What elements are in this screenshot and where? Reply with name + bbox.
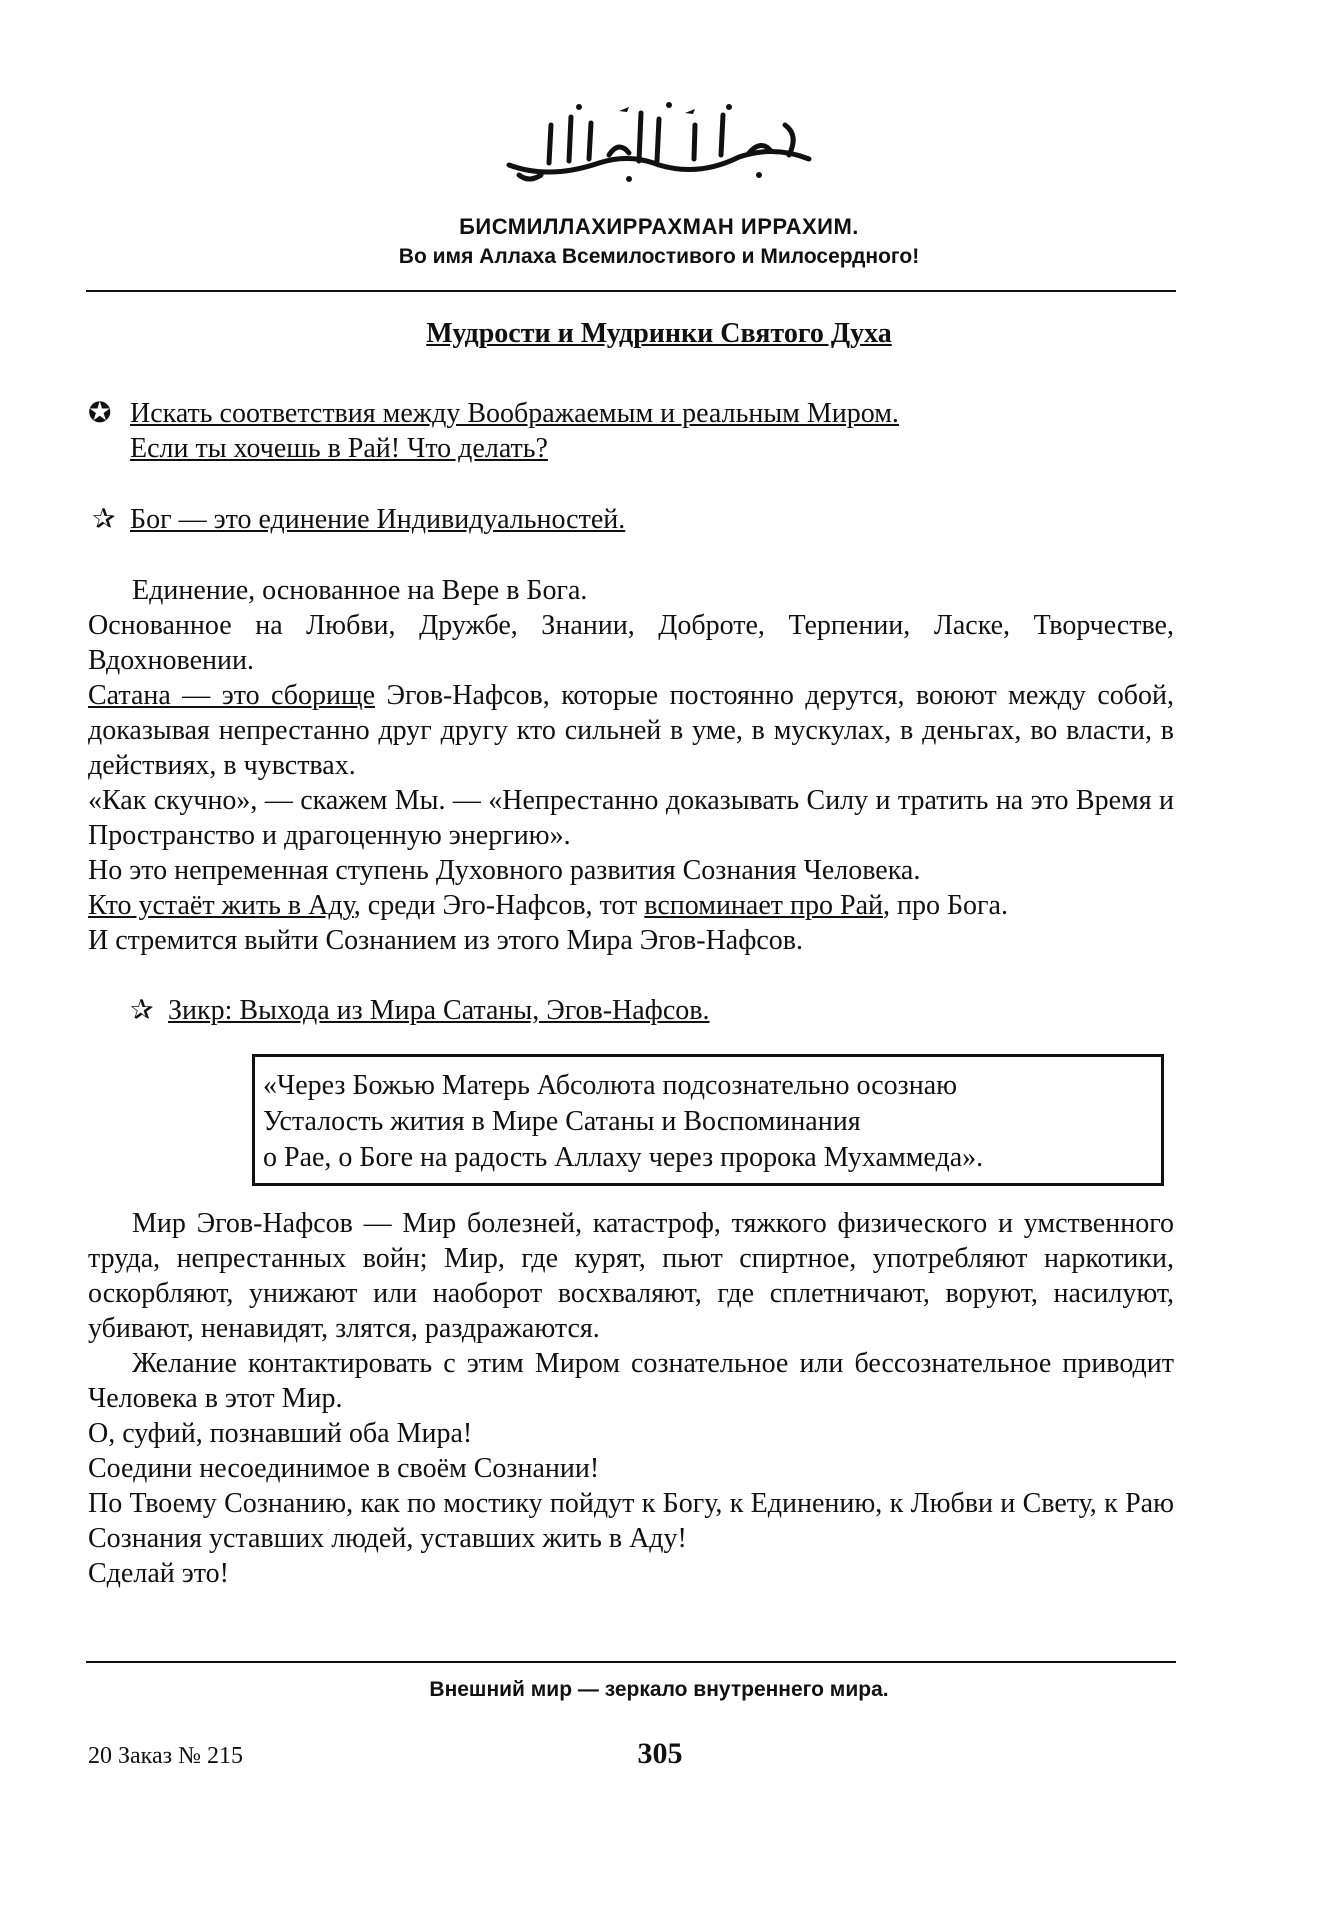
strive-line: И стремится выйти Сознанием из этого Мира Эгов-Нафсов. xyxy=(88,925,804,956)
footer-motto: Внешний мир — зеркало внутреннего мира. xyxy=(429,1678,889,1701)
satan-underlined: Сатана — это сборище xyxy=(88,680,376,711)
page-number: 305 xyxy=(637,1737,683,1770)
boring-paragraph: «Как скучно», — скажем Мы. — «Непрестанно доказывать Силу и тратить на это Время и Пространство и драгоценную энергию». xyxy=(88,785,1174,851)
unity-line: Единение, основанное на Вере в Бога. xyxy=(132,575,588,606)
tired-line xyxy=(88,888,1174,923)
star-bullet-icon: ✪ xyxy=(88,398,112,429)
star-bullet-icon: ✰ xyxy=(92,504,116,535)
section2-line: Бог — это единение Индивидуальностей. xyxy=(130,504,626,535)
section3-text xyxy=(168,993,1168,1028)
zikr-line1: «Через Божью Матерь Абсолюта подсознательно осознаю xyxy=(263,1070,958,1101)
section1-text xyxy=(130,396,1170,466)
top-divider xyxy=(86,290,1176,292)
section2-text xyxy=(130,502,1170,537)
zikr-box xyxy=(252,1054,1164,1186)
desire-paragraph: Желание контактировать с этим Миром сознательное или бессознательное приводит Человека в этот Мир. xyxy=(88,1348,1174,1414)
zikr-heading: Зикр: Выхода из Мира Сатаны, Эгов-Нафсов. xyxy=(168,995,710,1026)
step-line: Но это непременная ступень Духовного развития Сознания Человека. xyxy=(88,855,921,886)
section1-line2: Если ты хочешь в Рай! Что делать? xyxy=(130,433,548,464)
tired-end: , про Бога. xyxy=(882,890,1008,921)
page-heading: Мудрости и Мудринки Святого Духа xyxy=(426,318,892,349)
zikr-line2: Усталость жития в Мире Сатаны и Воспоминания xyxy=(263,1106,861,1137)
bismillah-subtitle: Во имя Аллаха Всемилостивого и Милосердного! xyxy=(398,245,920,268)
bridge-paragraph: По Твоему Сознанию, как по мостику пойдут к Богу, к Единению, к Любви и Свету, к Раю Сознания уставших людей, уставших жить в Аду! xyxy=(88,1488,1174,1554)
zikr-line3: о Рае, о Боге на радость Аллаху через пророка Мухаммеда». xyxy=(263,1142,984,1173)
tired-underlined-1: Кто устаёт жить в Аду xyxy=(88,890,354,921)
tired-underlined-2: вспоминает про Рай xyxy=(644,890,883,921)
satan-paragraph xyxy=(88,678,1174,783)
bottom-divider xyxy=(86,1661,1176,1663)
calligraphy-text: بِسۡمِ ٱللَّهِ ٱلرَّحۡمَٰنِ ٱلرَّحِيمِ xyxy=(659,155,673,156)
bismillah-title: БИСМИЛЛАХИРРАХМАН ИРРАХИМ. xyxy=(459,214,859,239)
bismillah-calligraphy xyxy=(0,95,1318,195)
based-on-line: Основанное на Любви, Дружбе, Знании, Доброте, Терпении, Ласке, Творчестве, Вдохновении. xyxy=(88,610,1174,676)
world-paragraph: Мир Эгов-Нафсов — Мир болезней, катастроф, тяжкого физического и умственного труда, непрестанных войн; Мир, где курят, пьют спиртное, употребляют наркотики, оскорбляют, унижают или наоборот восхваляют, где сплетничают, воруют, насилуют, убивают, ненавидят, злятся, раздражаются. xyxy=(88,1208,1174,1344)
star-bullet-icon: ✰ xyxy=(130,995,154,1026)
paragraph-2 xyxy=(88,1206,1174,1591)
arabic-calligraphy-image xyxy=(489,95,829,190)
paragraph-1 xyxy=(88,573,1174,958)
do-it-line: Сделай это! xyxy=(88,1558,229,1589)
section1-line1: Искать соответствия между Воображаемым и реальным Миром. xyxy=(130,398,899,429)
tired-middle: , среди Эго-Нафсов, тот xyxy=(353,890,645,921)
print-order-number: 20 Заказ № 215 xyxy=(88,1743,244,1769)
satan-rest: Эгов-Нафсов, которые постоянно дерутся, воюют между собой, доказывая непрестанно друг другу кто сильней в уме, в мускулах, в деньгах, во власти, в действиях, в чувствах. xyxy=(88,680,1174,781)
unite-line: Соедини несоединимое в своём Сознании! xyxy=(88,1453,600,1484)
sufi-line: О, суфий, познавший оба Мира! xyxy=(88,1418,473,1449)
